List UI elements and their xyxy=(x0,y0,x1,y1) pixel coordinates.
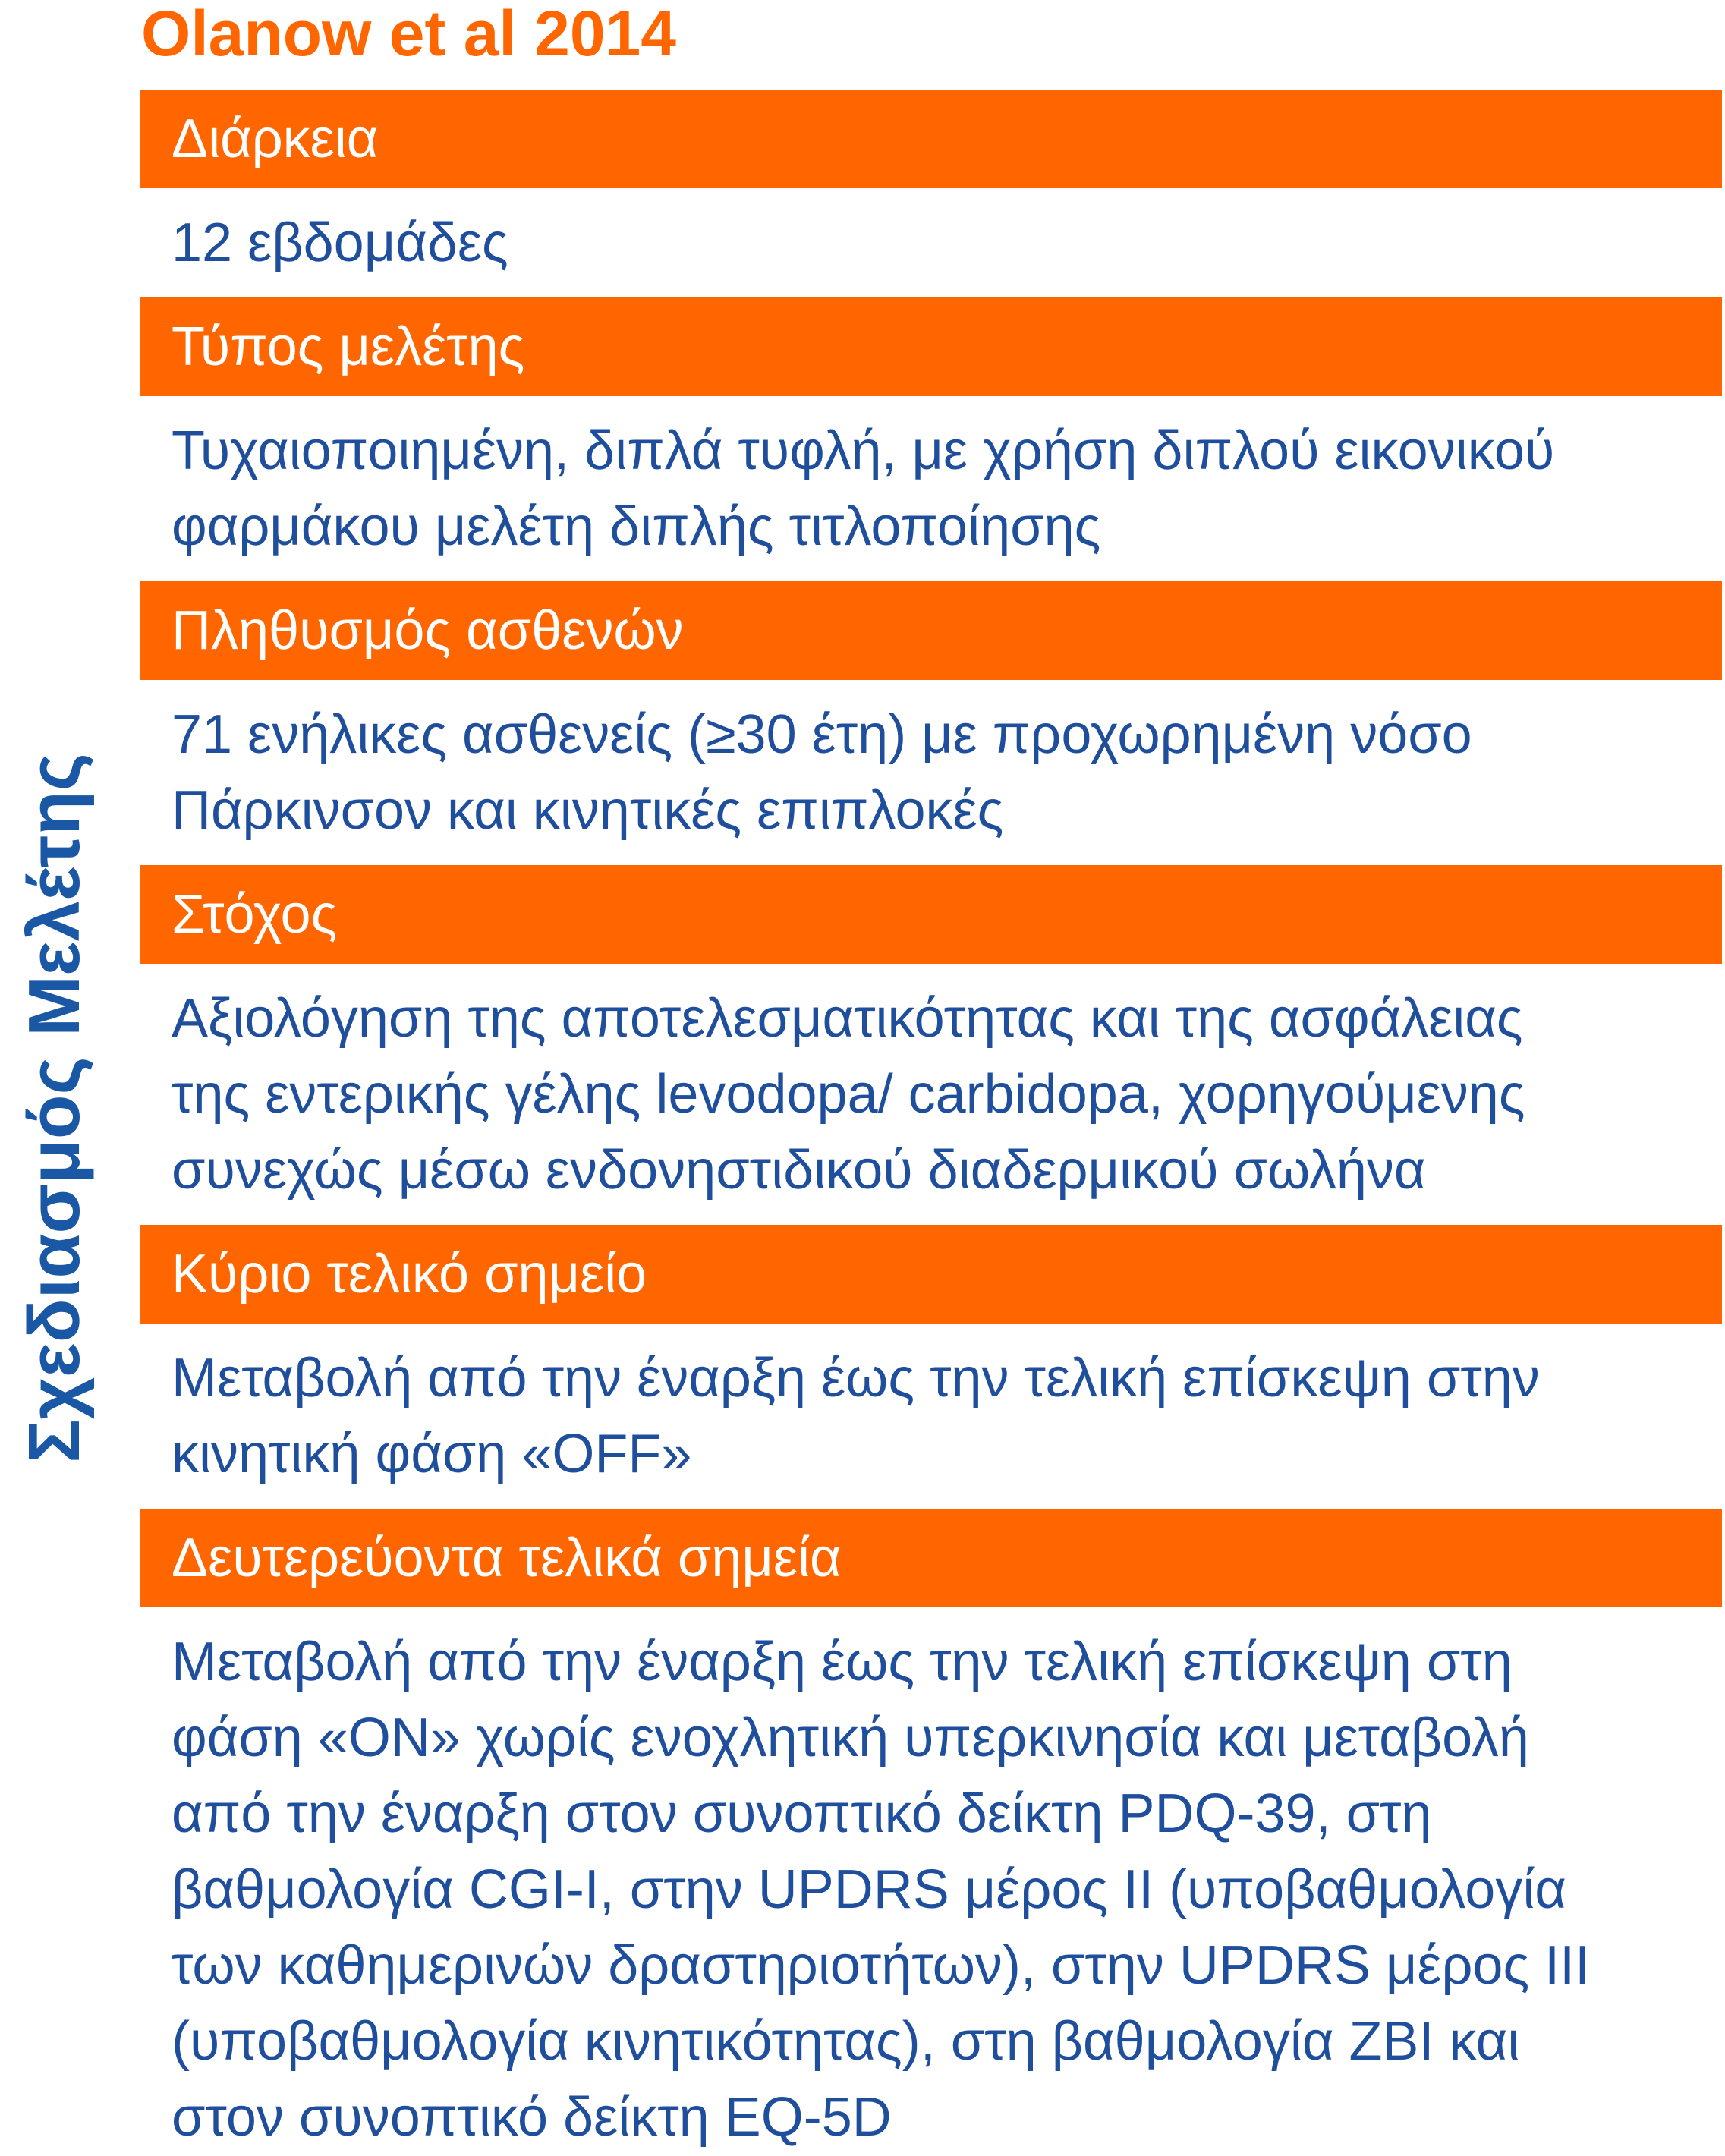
section-body-line: 12 εβδομάδες xyxy=(172,212,508,273)
section-body-line: Αξιολόγηση της αποτελεσματικότητας και της ασφάλειας xyxy=(172,988,1523,1049)
section-header-objective xyxy=(140,865,1722,964)
section-body-objective xyxy=(140,964,1722,1225)
section-body-line: συνεχώς μέσω ενδονηστιδικού διαδερμικού σωλήνα xyxy=(172,1140,1426,1201)
section-body-line: Μεταβολή από την έναρξη έως την τελική επίσκεψη στη xyxy=(172,1632,1513,1692)
section-body-population xyxy=(140,680,1722,865)
study-design-table xyxy=(140,90,1722,2155)
section-body-line: από την έναρξη στον συνοπτικό δείκτη PDQ-39, στη xyxy=(172,1783,1432,1844)
page-title: Olanow et al 2014 xyxy=(141,0,676,69)
section-body-line: Πάρκινσον και κινητικές επιπλοκές xyxy=(172,780,1004,841)
section-body-line: (υποβαθμολογία κινητικότητας), στη βαθμολογία ZBI και xyxy=(172,2011,1520,2072)
section-header-label: Πληθυσμός ασθενών xyxy=(172,600,684,661)
section-header-duration xyxy=(140,90,1722,188)
section-body-line: 71 ενήλικες ασθενείς (≥30 έτη) με προχωρημένη νόσο xyxy=(172,704,1472,765)
section-body-study-type xyxy=(140,396,1722,581)
section-header-label: Τύπος μελέτης xyxy=(172,316,525,377)
section-body-primary-endpoint xyxy=(140,1324,1722,1509)
section-header-secondary-endpoints xyxy=(140,1509,1722,1607)
section-header-label: Δευτερεύοντα τελικά σημεία xyxy=(172,1528,842,1588)
side-label-study-design: Σχεδιασμός Μελέτης xyxy=(14,753,95,1463)
section-header-label: Διάρκεια xyxy=(172,109,379,169)
section-body-line: της εντερικής γέλης levodopa/ carbidopa, χορηγούμενης xyxy=(172,1064,1525,1125)
section-body-line: φαρμάκου μελέτη διπλής τιτλοποίησης xyxy=(172,496,1101,557)
section-body-line: Τυχαιοποιημένη, διπλά τυφλή, με χρήση διπλού εικονικού xyxy=(172,420,1555,481)
section-body-duration xyxy=(140,188,1722,297)
section-header-primary-endpoint xyxy=(140,1225,1722,1324)
section-body-secondary-endpoints xyxy=(140,1607,1722,2155)
section-body-line: κινητική φάση «OFF» xyxy=(172,1424,692,1484)
section-header-label: Στόχος xyxy=(172,884,338,945)
section-body-line: βαθμολογία CGI-I, στην UPDRS μέρος II (υποβαθμολογία xyxy=(172,1859,1566,1920)
section-header-study-type xyxy=(140,297,1722,396)
section-body-line: Μεταβολή από την έναρξη έως την τελική επίσκεψη στην xyxy=(172,1348,1540,1408)
section-body-line: φάση «ON» χωρίς ενοχλητική υπερκινησία και μεταβολή xyxy=(172,1707,1529,1768)
section-header-label: Κύριο τελικό σημείο xyxy=(172,1244,647,1305)
section-body-line: στον συνοπτικό δείκτη EQ-5D xyxy=(172,2087,892,2148)
section-body-line: των καθημερινών δραστηριοτήτων), στην UPDRS μέρος III xyxy=(172,1935,1591,1996)
section-header-population xyxy=(140,581,1722,680)
